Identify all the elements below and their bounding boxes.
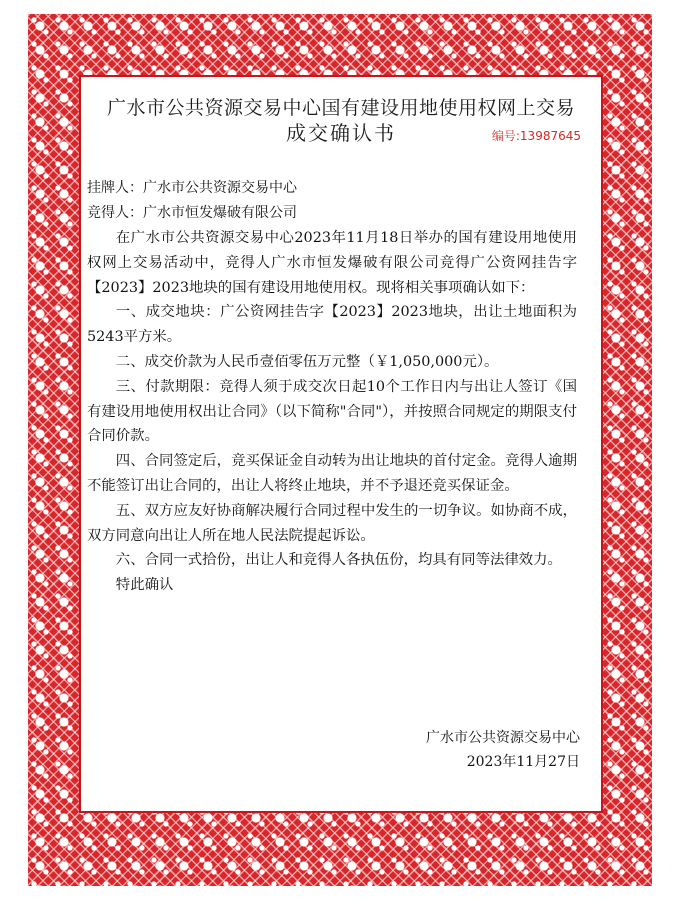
winning-bidder-label: 竞得人： xyxy=(87,205,143,221)
document-title-line1: 广水市公共资源交易中心国有建设用地使用权网上交易 xyxy=(106,97,575,119)
intro-paragraph: 在广水市公共资源交易中心2023年11月18日举办的国有建设用地使用权网上交易活动中，竞得人广水市恒发爆破有限公司竞得广公资网挂告字【2023】2023地块的国有建设用地使用权。现将相关事项确认如下： xyxy=(87,230,577,296)
document-title-line2: 成交确认书 xyxy=(286,121,396,145)
certificate-content xyxy=(81,77,601,811)
clause-dispute: 五、双方应友好协商解决履行合同过程中发生的一切争议。如协商不成，双方同意向出让人所在地人民法院提起诉讼。 xyxy=(87,502,577,544)
winning-bidder xyxy=(87,202,297,222)
winning-bidder-value: 广水市恒发爆破有限公司 xyxy=(143,205,297,221)
signature-date: 2023年11月27日 xyxy=(466,754,580,770)
clause-plot: 一、成交地块：广公资网挂告字【2023】2023地块，出让土地面积为5243平方米。 xyxy=(87,304,577,346)
clause-deposit: 四、合同签定后，竞买保证金自动转为出让地块的首付定金。竞得人逾期不能签订出让合同的，出让人将终止地块，并不予退还竞买保证金。 xyxy=(87,453,577,494)
listing-party-value: 广水市公共资源交易中心 xyxy=(143,180,297,196)
signature-org: 广水市公共资源交易中心 xyxy=(426,730,580,746)
serial-number: 编号:13987645 xyxy=(491,129,581,143)
closing-statement: 特此确认 xyxy=(115,577,174,594)
clause-price: 二、成交价款为人民币壹佰零伍万元整（￥1,050,000元）。 xyxy=(115,353,499,370)
listing-party-label: 挂牌人： xyxy=(87,180,143,196)
listing-party xyxy=(87,177,297,197)
confirmation-body xyxy=(87,226,577,598)
clause-payment-term: 三、付款期限：竞得人须于成交次日起10个工作日内与出让人签订《国有建设用地使用权出让合同》（以下简称"合同"），并按照合同规定的期限支付合同价款。 xyxy=(87,378,577,445)
clause-copies: 六、合同一式拾份，出让人和竞得人各执伍份，均具有同等法律效力。 xyxy=(115,552,562,569)
